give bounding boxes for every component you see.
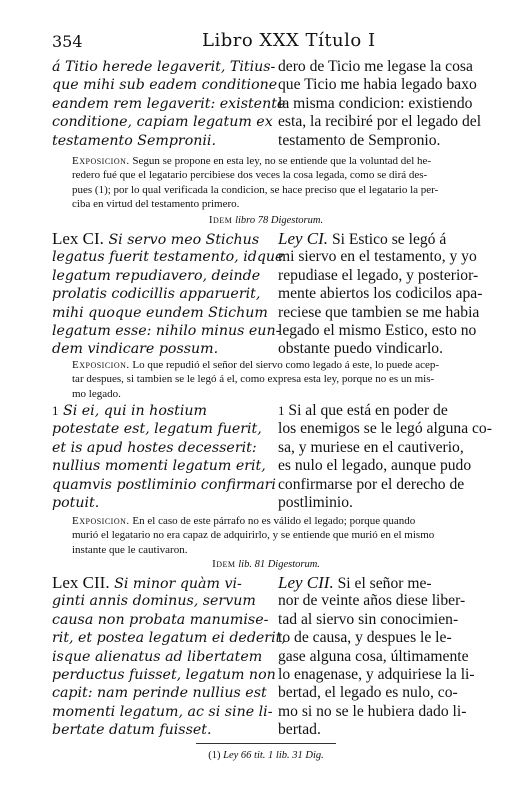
footnote-ref: Ley 66 tit. 1 lib. 31 Dig. <box>223 750 324 761</box>
note-text: Segun se propone en esta ley, no se entiende que la voluntad del he- <box>129 155 432 167</box>
spanish-line: Si Estico se legó á <box>328 231 447 248</box>
spanish-line: repudiase el legado, y posterior- <box>278 266 479 284</box>
source-reference-1 <box>0 214 532 226</box>
latin-column <box>52 402 276 512</box>
latin-line: prolatis codicillis apparuerit, <box>52 286 261 303</box>
spanish-column <box>278 58 498 150</box>
spanish-column <box>278 230 498 359</box>
footnote-marker: (1) <box>208 750 221 761</box>
note-text: instante que le cautivaron. <box>72 543 188 556</box>
spanish-line: reciese que tambien se me habia <box>278 303 480 321</box>
idem-label: Idem <box>212 558 236 570</box>
footnote <box>0 750 532 761</box>
latin-line: potuit. <box>52 494 100 511</box>
spanish-line: gase alguna cosa, últimamente <box>278 647 469 665</box>
latin-line: legatum repudiavero, deinde <box>52 267 261 284</box>
spanish-line: Si al que está en poder de <box>284 402 448 419</box>
spanish-line: obstante puedo vindicarlo. <box>278 340 443 358</box>
lex-heading: Lex CI. <box>52 229 104 248</box>
latin-line: isque alienatus ad libertatem <box>52 648 263 665</box>
exposition-label: Exposicion. <box>72 359 130 371</box>
latin-column <box>52 229 284 359</box>
spanish-line: bertad. <box>278 721 321 739</box>
spanish-line: mente abiertos los codicilos apa- <box>278 285 483 303</box>
spanish-line: postliminio. <box>278 493 353 511</box>
note-text: tar despues, si tambien se le legó á el, como expresa esta ley, porque no es un mis- <box>72 373 435 386</box>
spanish-line: Si el señor me- <box>333 575 432 592</box>
spanish-line: to de causa, y despues le le- <box>278 629 452 647</box>
note-text: mo legado. <box>72 387 121 400</box>
idem-ref: lib. 81 Digestorum. <box>238 559 320 570</box>
note-text: pues (1); por lo qual verificada la condicion, se hace preciso que el legatario la per- <box>72 183 439 196</box>
latin-column <box>52 573 286 740</box>
exposition-note-1 <box>72 154 492 211</box>
latin-line: Si servo meo Stichus <box>103 232 260 248</box>
latin-line: que mihi sub eadem conditione <box>52 77 278 94</box>
idem-ref: libro 78 Digestorum. <box>235 215 324 226</box>
exposition-label: Exposicion. <box>72 515 130 527</box>
note-text: Lo que repudió el señor del siervo como legado á este, lo puede acep- <box>129 359 440 371</box>
latin-column <box>52 58 286 150</box>
latin-line: et is apud hostes decesserit: <box>52 439 257 456</box>
ley-heading: Ley CI. <box>278 229 329 248</box>
latin-line: dem vindicare possum. <box>52 341 219 358</box>
spanish-line: confirmarse por el derecho de <box>278 475 465 493</box>
spanish-line: lo enagenase, y adquiriese la li- <box>278 665 475 683</box>
note-text: En el caso de este párrafo no es válido el legado; porque quando <box>129 515 416 527</box>
spanish-line: dero de Ticio me legase la cosa <box>278 58 473 75</box>
exposition-note-2 <box>72 358 492 401</box>
latin-line: nullius momenti legatum erit, <box>52 458 266 475</box>
latin-line: eandem rem legaverit: existente <box>52 95 286 112</box>
latin-line: ginti annis dominus, servum <box>52 593 256 610</box>
exposition-note-3 <box>72 514 492 557</box>
spanish-line: sa, y muriese en el cautiverio, <box>278 438 464 456</box>
running-title: Libro XXX Título I <box>202 30 376 51</box>
lex-heading: Lex CII. <box>52 573 110 592</box>
spanish-line: los enemigos se le legó alguna co- <box>278 420 492 438</box>
spanish-column <box>278 574 498 740</box>
spanish-line: esta, la recibiré por el legado del <box>278 113 482 131</box>
spanish-line: bertad, el legado es nulo, co- <box>278 684 458 702</box>
paragraph-number: 1 <box>52 403 59 418</box>
page-number: 354 <box>52 32 83 51</box>
spanish-line: mi siervo en el testamento, y yo <box>278 248 477 266</box>
latin-line: testamento Sempronii. <box>52 132 216 149</box>
note-text: redero fué que el legatario percibiese dos veces la cosa legada, como se dirá des- <box>72 169 428 182</box>
latin-line: Si minor quàm vi- <box>109 576 242 592</box>
latin-line: momenti legatum, ac si sine li- <box>52 703 273 720</box>
spanish-line: nor de veinte años diese liber- <box>278 592 466 610</box>
note-text: murió el legatario no era capaz de adquirirlo, y se entiende que murió en el mismo <box>72 529 435 542</box>
spanish-line: es nulo el legado, aunque pudo <box>278 457 472 475</box>
idem-label: Idem <box>208 214 233 226</box>
latin-line: Si ei, qui in hostium <box>58 403 207 419</box>
spanish-line: que Ticio me habia legado baxo <box>278 76 477 94</box>
latin-line: potestate est, legatum fuerit, <box>52 421 262 438</box>
spanish-column <box>278 402 498 512</box>
ley-heading: Ley CII. <box>278 573 334 592</box>
spanish-line: la misma condicion: existiendo <box>278 94 473 112</box>
latin-line: quamvis postliminio confirmari <box>52 476 276 493</box>
spanish-line: testamento de Sempronio. <box>278 131 441 149</box>
paragraph-number: 1 <box>278 403 285 418</box>
spanish-line: legado el mismo Estico, esto no <box>278 321 477 339</box>
latin-line: mihi quoque eundem Stichum <box>52 304 268 321</box>
spanish-line: mo si no se le hubiera dado li- <box>278 702 467 720</box>
footnote-rule <box>196 743 336 744</box>
latin-line: perductus fuisset, legatum non <box>52 666 276 683</box>
exposition-label: Exposicion. <box>72 155 130 167</box>
latin-line: causa non probata manumise- <box>52 611 269 628</box>
latin-line: legatus fuerit testamento, idque <box>52 249 284 266</box>
page-header <box>52 30 496 56</box>
spanish-line: tad al siervo sin conocimien- <box>278 610 459 628</box>
note-text: ciba en virtud del testamento primero. <box>72 197 240 210</box>
latin-line: conditione, capiam legatum ex <box>52 114 273 131</box>
latin-line: rit, et postea legatum ei dederit, <box>52 630 286 647</box>
latin-line: bertate datum fuisset. <box>52 722 212 739</box>
latin-line: capit: nam perinde nullius est <box>52 685 267 702</box>
latin-line: legatum esse: nihilo minus eun- <box>52 322 281 339</box>
latin-line: á Titio herede legaverit, Titius- <box>52 59 276 75</box>
source-reference-2 <box>0 558 532 570</box>
